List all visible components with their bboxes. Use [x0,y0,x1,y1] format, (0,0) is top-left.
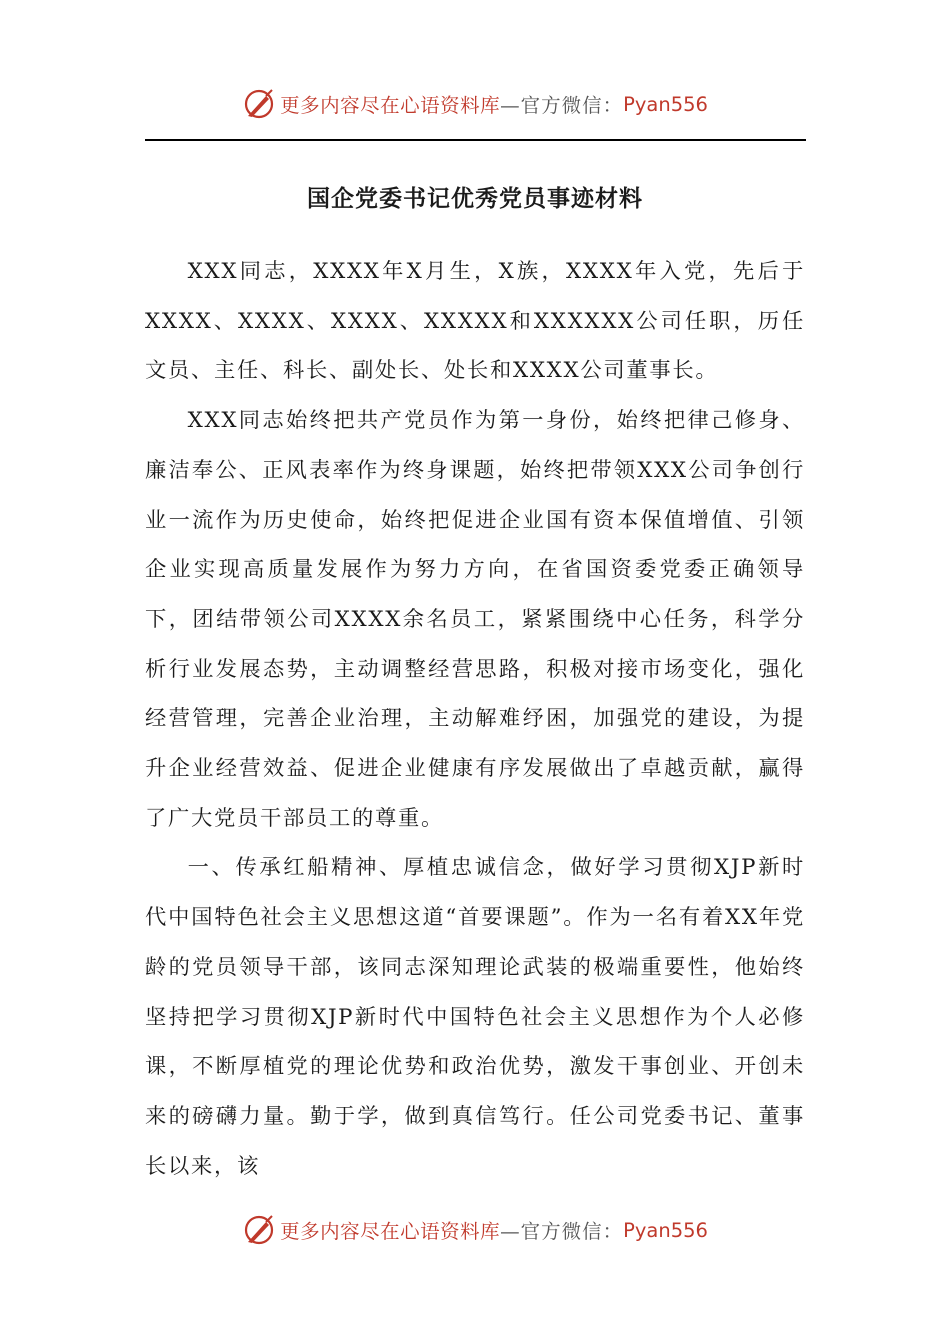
header-wechat-label: —官方微信： [500,94,624,117]
document-title: 国企党委书记优秀党员事迹材料 [307,185,643,212]
header-banner [0,84,950,124]
footer-banner [0,1210,950,1250]
header-wechat-id: Pyan556 [623,92,708,116]
paragraph-3: 一、传承红船精神、厚植忠诚信念，做好学习贯彻XJP新时代中国特色社会主义思想这道“首要课题”。作为一名有着XX年党龄的党员领导干部，该同志深知理论武装的极端重要性，他始终坚持把学习贯彻XJP新时代中国特色社会主义思想作为个人必修课，不断厚植党的理论优势和政治优势，激发干事创业、开创未来的磅礴力量。勤于学，做到真信笃行。任公司党委书记、董事长以来，该 [145,855,805,1179]
document-body [145,247,805,1191]
footer-site-name: 更多内容尽在心语资料库 [280,1220,501,1243]
header-divider [145,139,806,141]
footer-wechat-id: Pyan556 [623,1218,708,1242]
header-site-name: 更多内容尽在心语资料库 [280,94,501,117]
footer-wechat-label: —官方微信： [500,1220,624,1243]
quill-logo-icon [242,1213,276,1247]
paragraph-1: XXX同志，XXXX年X月生，X族，XXXX年入党，先后于XXXX、XXXX、XXXX、XXXXX和XXXXXX公司任职，历任文员、主任、科长、副处长、处长和XXXX公司董事长。 [145,259,805,384]
quill-logo-icon [242,87,276,121]
paragraph-2: XXX同志始终把共产党员作为第一身份，始终把律己修身、廉洁奉公、正风表率作为终身课题，始终把带领XXX公司争创行业一流作为历史使命，始终把促进企业国有资本保值增值、引领企业实现高质量发展作为努力方向，在省国资委党委正确领导下，团结带领公司XXXX余名员工，紧紧围绕中心任务，科学分析行业发展态势，主动调整经营思路，积极对接市场变化，强化经营管理，完善企业治理，主动解难纾困，加强党的建设，为提升企业经营效益、促进企业健康有序发展做出了卓越贡献，赢得了广大党员干部员工的尊重。 [145,408,805,831]
